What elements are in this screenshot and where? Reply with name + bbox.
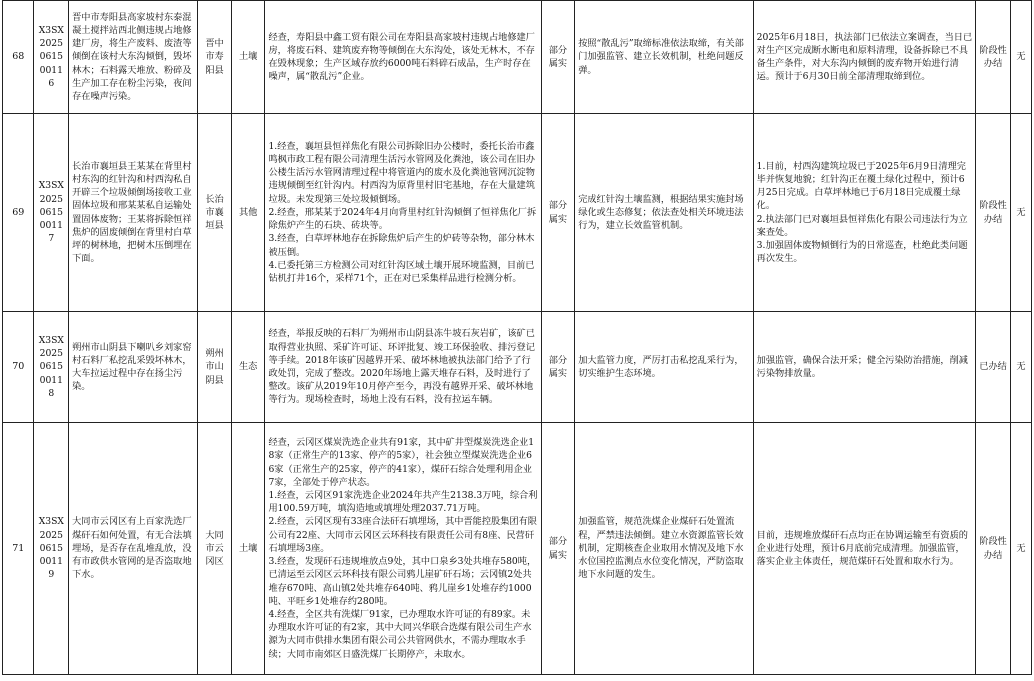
- pollution-type: 土壤: [231, 423, 265, 675]
- case-code: X3SX2025061500119: [34, 423, 69, 675]
- complaint-content: 朔州市山阴县下喇叭乡刘家窑村石料厂私挖乱采毁坏林木，大车拉运过程中存在扬尘污染。: [69, 312, 198, 423]
- investigation-finding: 经查，云冈区煤炭洗选企业共有91家，其中矿井型煤炭洗选企业18家（正常生产的13家、停产的5家），社会独立型煤炭洗选企业66家（正常生产的25家，停产的41家），煤矸石综合处理利用企业7家，全部处于停产状态。 1.经查，云冈区91家洗选企业2024年共产生2138.3万吨，综合利用100.59万吨，填沟造地或填埋处理2037.71万吨。 2.经查，云冈区现有33座合法矸石填埋场，其中晋能控股集团有限公司有22座、大同市云冈区云环科技有限责任公司有8座、民营矸石填埋场3座。 3.经查，发现矸石违规堆放点9处，其中口泉乡3处共堆存580吨，已清运至云冈区云环科技有限公司鸦儿崖矿矸石场；云冈镇2处共堆存670吨、高山镇2处共堆存640吨、鸦儿崖乡1处堆存约1000吨、平旺乡1处堆存约280吨。 4.经查，全区共有洗煤厂91家，已办理取水许可证的有89家。未办理取水许可证的有2家，其中大同兴华联合选煤有限公司生产水源为大同市供排水集团有限公司公共管网供水，不需办理取水手续；大同市南郊区日盛洗煤厂长期停产，未取水。: [265, 423, 541, 675]
- handling-opinion: 加大监管力度，严厉打击私挖乱采行为，切实维护生态环境。: [575, 312, 753, 423]
- rectification-result: 2025年6月18日，执法部门已依法立案调查，当日已对生产区完成断水断电和原料清理，设备拆除已不具备生产条件，对大东沟内倾倒的废弃物开始进行清运。预计于6月30日前全部清理取缔到位。: [753, 1, 976, 114]
- accountability: 无: [1010, 312, 1031, 423]
- investigation-finding: 经查，举报反映的石料厂为朔州市山阴县冻牛坡石灰岩矿，该矿已取得营业执照、采矿许可证、环评批复、竣工环保验收、排污登记等手续。2018年该矿因越界开采、破坏林地被执法部门给予了行政处罚，完成了整改。2020年场地上露天堆存石料，及时进行了整改。该矿从2019年10月停产至今，再没有越界开采、破坏林地等行为。现场检查时，场地上没有石料，没有拉运车辆。: [265, 312, 541, 423]
- pollution-type: 生态: [231, 312, 265, 423]
- accountability: 无: [1010, 1, 1031, 114]
- investigation-finding: 经查，寿阳县中鑫工贸有限公司在寿阳县高家坡村违规占地修建厂房，将废石料、建筑废弃物等倾倒在大东沟处，该处无林木，不存在毁林现象；生产区域存放约6000吨石料碎石成品，生产时存在噪声，属“散乱污”企业。: [265, 1, 541, 114]
- verdict: 部分属实: [541, 312, 575, 423]
- verdict: 部分属实: [541, 423, 575, 675]
- row-number: 69: [3, 114, 34, 312]
- administrative-area: 朔州市山阴县: [198, 312, 232, 423]
- administrative-area: 大同市云冈区: [198, 423, 232, 675]
- case-status: 阶段性办结: [976, 423, 1011, 675]
- pollution-type: 其他: [231, 114, 265, 312]
- rectification-result: 目前，违规堆放煤矸石点均正在协调运输至有资质的企业进行处理，预计6月底前完成清理。加强监管，落实企业主体责任，规范煤矸石处置和取水行为。: [753, 423, 976, 675]
- table-row: [3, 114, 1032, 312]
- handling-opinion: 完成红针沟土壤监测，根据结果实施封场绿化或生态修复；依法查处相关环境违法行为，建立长效监管机制。: [575, 114, 753, 312]
- accountability: 无: [1010, 114, 1031, 312]
- complaint-content: 大同市云冈区有上百家洗选厂煤矸石如何处置，有无合法填埋场，是否存在乱堆乱放，没有市政供水管网的是否盗取地下水。: [69, 423, 198, 675]
- accountability: 无: [1010, 423, 1031, 675]
- handling-opinion: 加强监管，规范洗煤企业煤矸石处置流程，严禁违法倾倒。建立水资源监管长效机制，定期核查企业取用水情况及地下水水位国控监测点水位变化情况，严防盗取地下水问题的发生。: [575, 423, 753, 675]
- row-number: 71: [3, 423, 34, 675]
- case-status: 阶段性办结: [976, 1, 1011, 114]
- administrative-area: 长治市襄垣县: [198, 114, 232, 312]
- case-code: X3SX2025061500116: [34, 1, 69, 114]
- case-table: [2, 0, 1032, 675]
- complaint-content: 晋中市寿阳县高家坡村东泰混凝土搅拌站西北侧违规占地修建厂房，将生产废料、废渣等倾倒在该村大东沟倾倒，毁坏林木；石料露天堆放、粉碎及生产加工存在粉尘污染，夜间存在噪声污染。: [69, 1, 198, 114]
- verdict: 部分属实: [541, 114, 575, 312]
- table-row: [3, 1, 1032, 114]
- investigation-finding: 1.经查，襄垣县恒祥焦化有限公司拆除旧办公楼时，委托长治市鑫鸣枫市政工程有限公司清理生活污水管网及化粪池，该公司在旧办公楼生活污水管网清理过程中将管道内的废水及化粪池管网沉淀物违规倾倒至红针沟内。村西沟为原背里村旧宅基地，存在大量建筑垃圾。未发现第三处垃圾倾倒场。 2.经查，邢某某于2024年4月向背里村红针沟倾倒了恒祥焦化厂拆除焦炉产生的石块、砖块等。 3.经查，白草坪林地存在拆除焦炉后产生的炉砖等杂物，部分林木被压倒。 4.已委托第三方检测公司对红针沟区域土壤开展环境监测，目前已钻机打井16个，采样71个，正在对已采集样品进行检测分析。: [265, 114, 541, 312]
- case-status: 已办结: [976, 312, 1011, 423]
- administrative-area: 晋中市寿阳县: [198, 1, 232, 114]
- case-status: 阶段性办结: [976, 114, 1011, 312]
- handling-opinion: 按照“散乱污”取缔标准依法取缔，有关部门加强监管、建立长效机制，杜绝问题反弹。: [575, 1, 753, 114]
- table-row: [3, 423, 1032, 675]
- case-code: X3SX2025061500117: [34, 114, 69, 312]
- row-number: 70: [3, 312, 34, 423]
- pollution-type: 土壤: [231, 1, 265, 114]
- case-code: X3SX2025061500118: [34, 312, 69, 423]
- row-number: 68: [3, 1, 34, 114]
- complaint-content: 长治市襄垣县王某某在背里村村东沟的红针沟和村西沟私自开辟三个垃圾倾倒场接收工业固体垃圾和邢某某私自运输处置固体废物；王某将拆除恒祥焦炉的固废倾倒在背里村白草坪的树林地，把树木压倒埋在下面。: [69, 114, 198, 312]
- rectification-result: 1.目前，村西沟建筑垃圾已于2025年6月9日清理完毕并恢复地貌；红针沟正在覆土绿化过程中，预计6月25日完成。白草坪林地已于6月18日完成覆土绿化。 2.执法部门已对襄垣县恒祥焦化有限公司违法行为立案查处。 3.加强固体废物倾倒行为的日常巡查，杜绝此类问题再次发生。: [753, 114, 976, 312]
- table-row: [3, 312, 1032, 423]
- rectification-result: 加强监管，确保合法开采；健全污染防治措施，削减污染物排放量。: [753, 312, 976, 423]
- verdict: 部分属实: [541, 1, 575, 114]
